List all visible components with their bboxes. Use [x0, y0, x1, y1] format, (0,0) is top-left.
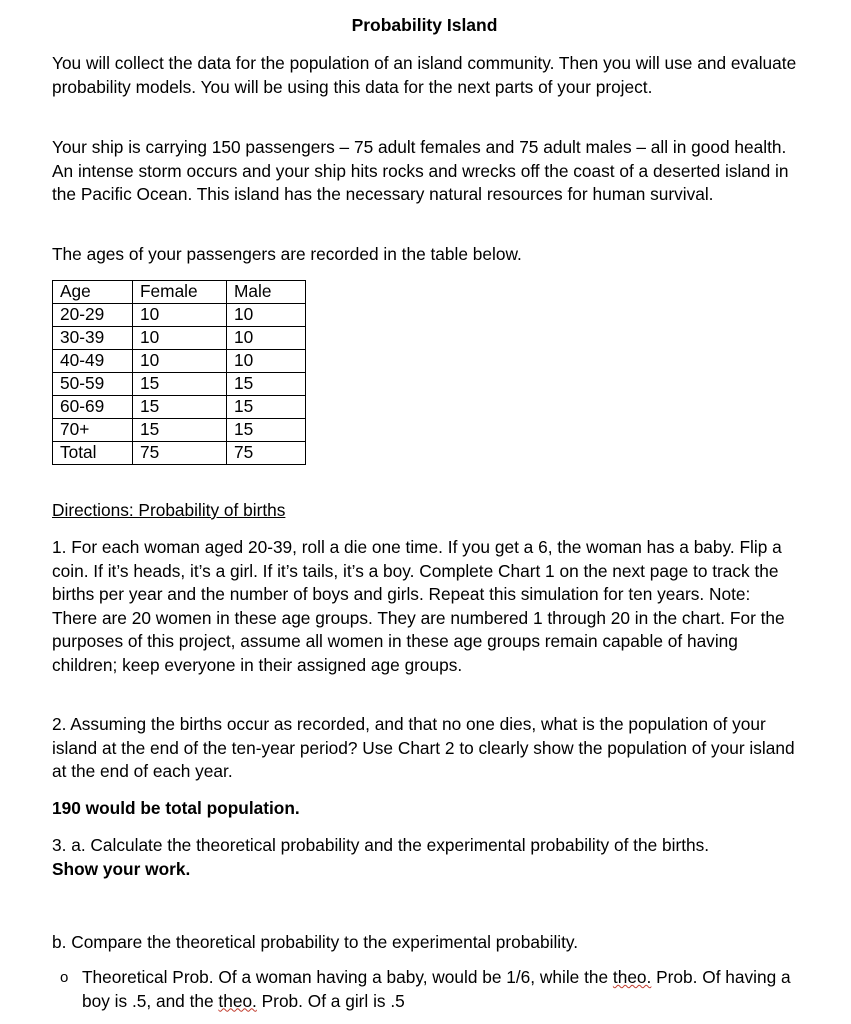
table-row: [53, 373, 306, 396]
table-cell: 10: [133, 304, 227, 327]
table-total-row: [53, 442, 306, 465]
table-cell: 40-49: [53, 350, 133, 373]
table-header-cell: Male: [227, 281, 306, 304]
table-row: [53, 304, 306, 327]
table-header-cell: Female: [133, 281, 227, 304]
table-cell: 10: [133, 350, 227, 373]
table-header-cell: Age: [53, 281, 133, 304]
table-cell: 15: [227, 419, 306, 442]
question-1: 1. For each woman aged 20-39, roll a die one time. If you get a 6, the woman has a baby. Flip a coin. If it’s heads, it’s a girl. If it’s tails, it’s a boy. Complete Chart 1 on the next page to track the births per year and the number of boys and girls. Repeat this simulation for ten years. Note: There are 20 women in these age groups. They are numbered 1 through 20 in the chart. For the purposes of this project, assume all women in these age groups remain capable of having children; keep everyone in their assigned age groups.: [52, 537, 785, 675]
spellcheck-word: theo.: [218, 990, 257, 1011]
table-cell: 10: [227, 304, 306, 327]
table-cell: 15: [133, 419, 227, 442]
table-row: [53, 396, 306, 419]
table-cell: 10: [133, 327, 227, 350]
table-row: [53, 419, 306, 442]
question-3b: b. Compare the theoretical probability to the experimental probability.: [52, 932, 579, 952]
question-3a-emphasis: Show your work.: [52, 858, 191, 879]
table-cell: 50-59: [53, 373, 133, 396]
question-3a: [52, 834, 797, 881]
bullet-text-part3: Prob. Of a girl is .5: [256, 990, 405, 1011]
table-cell: 10: [227, 350, 306, 373]
answer-2: 190 would be total population.: [52, 798, 300, 818]
table-intro: The ages of your passengers are recorded in the table below.: [52, 244, 522, 264]
table-cell: 30-39: [53, 327, 133, 350]
answer-bullet: [60, 966, 822, 1013]
bullet-text-part1: Theoretical Prob. Of a woman having a baby, would be 1/6, while the: [82, 967, 613, 987]
table-cell: 15: [227, 373, 306, 396]
directions-heading: Directions: Probability of births: [52, 500, 286, 520]
table-cell: 60-69: [53, 396, 133, 419]
table-cell: 70+: [53, 419, 133, 442]
question-3a-text: 3. a. Calculate the theoretical probability and the experimental probability of the births.: [52, 835, 710, 855]
table-cell: 15: [227, 396, 306, 419]
table-header-row: [53, 281, 306, 304]
table-cell: 75: [227, 442, 306, 465]
table-cell: 75: [133, 442, 227, 465]
table-row: [53, 350, 306, 373]
question-2: 2. Assuming the births occur as recorded, and that no one dies, what is the population of your island at the end of the ten-year period? Use Chart 2 to clearly show the population of your island at the end of each year.: [52, 714, 795, 781]
passenger-age-table: [52, 280, 306, 465]
page-title: Probability Island: [351, 15, 498, 35]
table-cell: 15: [133, 396, 227, 419]
intro-paragraph: You will collect the data for the population of an island community. Then you will use and evaluate probability models. You will be using this data for the next parts of your project.: [52, 53, 797, 97]
table-cell: 15: [133, 373, 227, 396]
table-cell: 10: [227, 327, 306, 350]
table-cell: 20-29: [53, 304, 133, 327]
spellcheck-word: theo.: [612, 967, 652, 987]
table-cell: Total: [53, 442, 133, 465]
table-row: [53, 327, 306, 350]
bullet-text-part2: Prob. Of having a boy is .5, and the: [82, 967, 791, 1011]
hollow-bullet-icon: o: [60, 969, 69, 986]
scenario-paragraph: Your ship is carrying 150 passengers – 75 adult females and 75 adult males – all in good health. An intense storm occurs and your ship hits rocks and wrecks off the coast of a deserted island in the Pacific Ocean. This island has the necessary natural resources for human survival.: [52, 137, 789, 204]
